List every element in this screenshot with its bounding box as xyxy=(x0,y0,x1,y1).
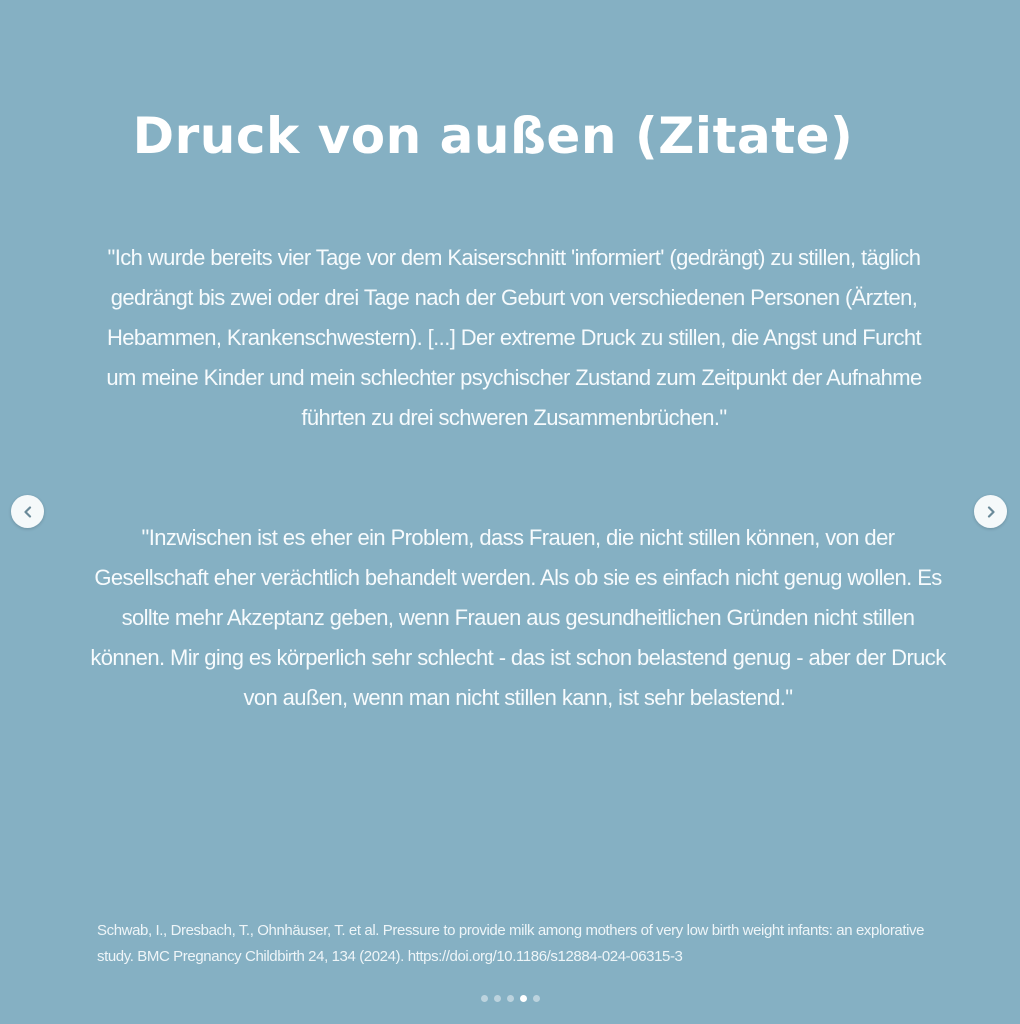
quote-first: "Ich wurde bereits vier Tage vor dem Kaiserschnitt 'informiert' (gedrängt) zu stillen, täglich gedrängt bis zwei oder drei Tage nach der Geburt von verschiedenen Personen (Ärzten, Hebammen, Krankenschwestern). [...] Der extreme Druck zu stillen, die Angst und Furcht um meine Kinder und mein schlechter psychischer Zustand zum Zeitpunkt der Aufnahme führten zu drei schweren Zusammenbrüchen." xyxy=(106,245,922,430)
chevron-left-icon xyxy=(21,505,35,519)
pagination-dot[interactable] xyxy=(507,995,514,1002)
slide-title: Druck von außen (Zitate) xyxy=(132,107,854,165)
chevron-right-icon xyxy=(984,505,998,519)
pagination-dot-active[interactable] xyxy=(520,995,527,1002)
pagination-dot[interactable] xyxy=(494,995,501,1002)
pagination-dot[interactable] xyxy=(533,995,540,1002)
pagination-dots xyxy=(481,995,540,1003)
pagination-dot[interactable] xyxy=(481,995,488,1002)
previous-slide-button[interactable] xyxy=(11,495,44,528)
carousel-pagination xyxy=(0,995,1020,1003)
quote-second: "Inzwischen ist es eher ein Problem, dass Frauen, die nicht stillen können, von der Gesellschaft eher verächtlich behandelt werden. Als ob sie es einfach nicht genug wollen. Es sollte mehr Akzeptanz geben, wenn Frauen aus gesundheitlichen Gründen nicht stillen können. Mir ging es körperlich sehr schlecht - das ist schon belastend genug - aber der Druck von außen, wenn man nicht stillen kann, ist sehr belastend." xyxy=(90,525,946,710)
source-citation: Schwab, I., Dresbach, T., Ohnhäuser, T. et al. Pressure to provide milk among mothers of very low birth weight infants: an explorative study. BMC Pregnancy Childbirth 24, 134 (2024). https://doi.org/10.1186/s12884-024-06315-3 xyxy=(97,922,925,965)
next-slide-button[interactable] xyxy=(974,495,1007,528)
